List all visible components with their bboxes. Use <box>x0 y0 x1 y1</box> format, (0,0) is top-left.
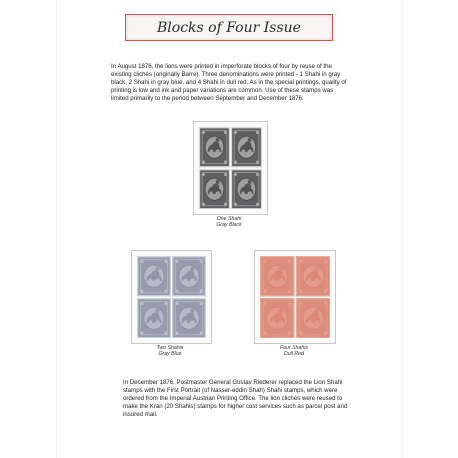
stamp-image <box>137 256 171 297</box>
caption-denomination: Four Shahis <box>280 345 308 351</box>
caption-denomination: One Shahi <box>216 216 242 222</box>
lion-emblem-icon <box>199 127 230 168</box>
lion-emblem-icon <box>199 169 230 210</box>
stamp-image <box>137 298 171 339</box>
stamp-image <box>199 127 230 168</box>
stamp-image <box>231 169 262 210</box>
lion-emblem-icon <box>296 256 331 297</box>
page-title: Blocks of Four Issue <box>157 19 301 36</box>
lion-emblem-icon <box>172 298 206 339</box>
lion-emblem-icon <box>172 256 206 297</box>
stamp-image <box>231 127 262 168</box>
stamp-block-two-shahis <box>131 250 212 344</box>
stamp-image <box>199 169 230 210</box>
caption-four-shahis <box>249 345 339 358</box>
closing-paragraph: In December 1876, Postmaster General Gustav Riederer replaced the Lion Shahi stamps with the First Portrait (of Nasser-eddin Shah) Shahi stamps, which were ordered from the Imperial Austrian Printing Office. The lion clichés were reused to make the Kran (20 Shahis) stamps for higher cost services such as parcel post and insured mail. <box>123 379 348 418</box>
caption-color: Dull Red <box>284 351 304 358</box>
lion-emblem-icon <box>137 256 171 297</box>
stamp-block-four-shahis <box>254 250 336 344</box>
stamp-image <box>260 256 295 297</box>
lion-emblem-icon <box>260 298 295 339</box>
stamp-image <box>172 256 206 297</box>
caption-color: Gray Black <box>216 222 242 229</box>
caption-two-shahis <box>125 345 215 358</box>
lion-emblem-icon <box>231 127 262 168</box>
caption-one-shahi <box>184 216 274 229</box>
stamp-image <box>296 256 331 297</box>
stamp-image <box>260 298 295 339</box>
caption-color: Gray Blue <box>158 351 182 358</box>
stamp-block-one-shahi <box>193 121 268 215</box>
album-page <box>57 0 402 458</box>
stamp-image <box>296 298 331 339</box>
page-title-box <box>125 14 333 41</box>
lion-emblem-icon <box>260 256 295 297</box>
lion-emblem-icon <box>137 298 171 339</box>
intro-paragraph: In August 1876, the lions were printed in imperforate blocks of four by reuse of the existing clichés (originally Barre). Three denominations were printed - 1 Shahi in gray black, 2 Shahi in gray blue, and 4 Shahi in dull red. As in the special printings, quality of printing is low and ink and paper variations are common. Use of these stamps was limited primarily to the period between September and December 1876. <box>111 63 347 102</box>
stamp-image <box>172 298 206 339</box>
caption-denomination: Two Shahis <box>156 345 184 351</box>
lion-emblem-icon <box>296 298 331 339</box>
lion-emblem-icon <box>231 169 262 210</box>
